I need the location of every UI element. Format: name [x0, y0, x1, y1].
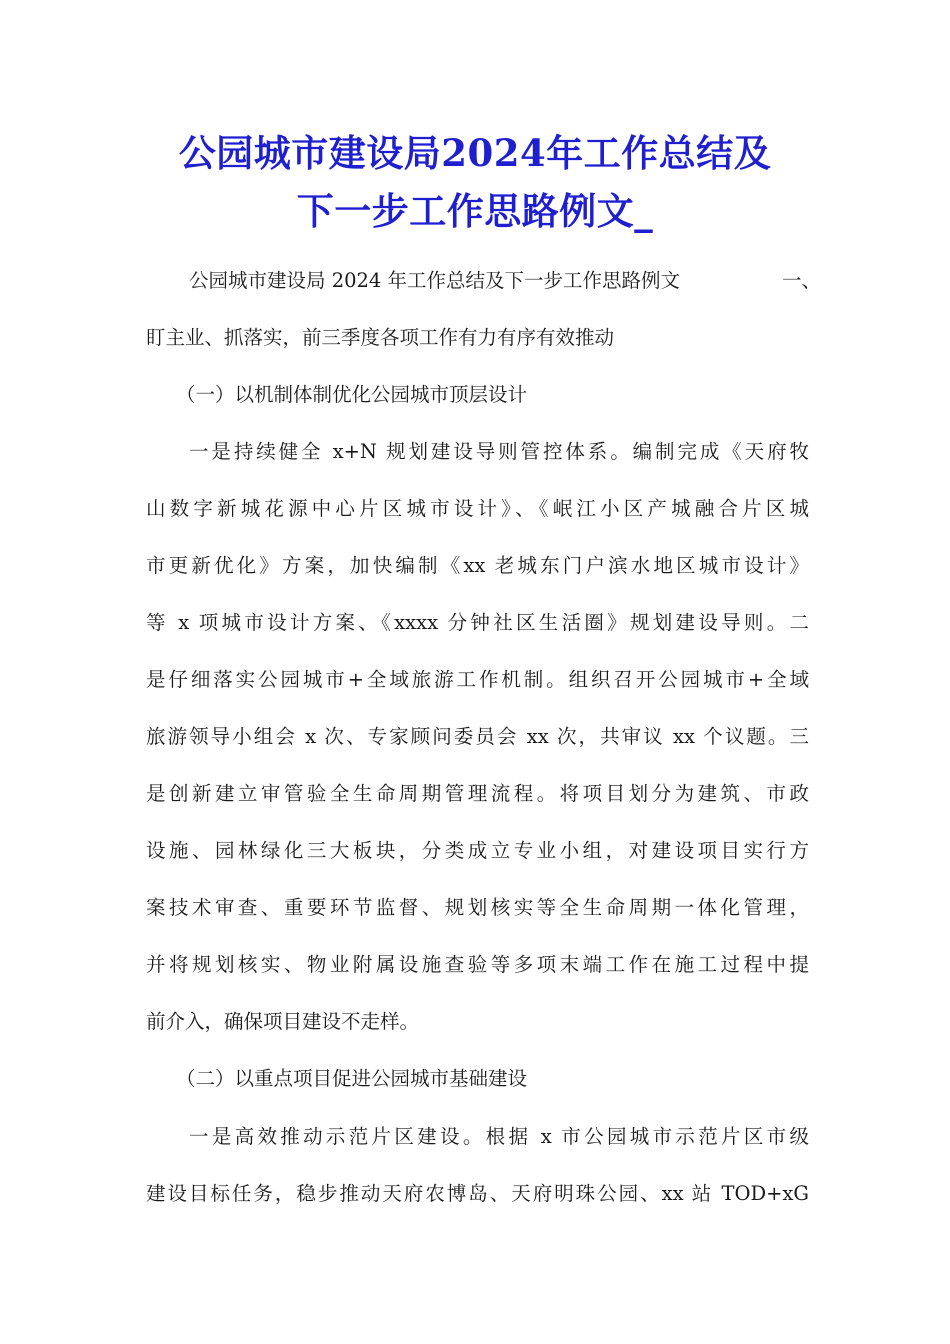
paragraph-line: 市更新优化》方案，加快编制《xx 老城东门户滨水地区城市设计》 — [146, 554, 809, 577]
paragraph-line: 是创新建立审管验全生命周期管理流程。将项目划分为建筑、市政 — [146, 782, 809, 805]
section-heading-1: （一）以机制体制优化公园城市顶层设计 — [176, 383, 528, 406]
paragraph-line: 前介入，确保项目建设不走样。 — [146, 1010, 420, 1033]
intro-line — [189, 266, 821, 296]
document-title-line-2: 下一步工作思路例文_ — [296, 189, 654, 233]
paragraph-line: 一是高效推动示范片区建设。根据 x 市公园城市示范片区市级 — [189, 1125, 809, 1148]
section-heading-2: （二）以重点项目促进公园城市基础建设 — [176, 1067, 528, 1090]
document-title-line-1: 公园城市建设局2024年工作总结及 — [178, 131, 772, 175]
paragraph-line: 盯主业、抓落实，前三季度各项工作有力有序有效推动 — [146, 326, 615, 349]
paragraph-line: 等 x 项城市设计方案、《xxxx 分钟社区生活圈》规划建设导则。二 — [146, 611, 809, 634]
intro-text: 公园城市建设局 2024 年工作总结及下一步工作思路例文 — [189, 269, 681, 292]
paragraph-line: 一是持续健全 x+N 规划建设导则管控体系。编制完成《天府牧 — [189, 440, 809, 463]
paragraph-line: 是仔细落实公园城市+全域旅游工作机制。组织召开公园城市+全域 — [146, 668, 809, 691]
paragraph-line: 设施、园林绿化三大板块，分类成立专业小组，对建设项目实行方 — [146, 839, 809, 862]
paragraph-line: 旅游领导小组会 x 次、专家顾问委员会 xx 次，共审议 xx 个议题。三 — [146, 725, 809, 748]
paragraph-line: 建设目标任务，稳步推动天府农博岛、天府明珠公园、xx 站 TOD+xG — [146, 1182, 809, 1205]
paragraph-line: 案技术审查、重要环节监督、规划核实等全生命周期一体化管理， — [146, 896, 809, 919]
intro-section-number: 一、 — [781, 269, 821, 292]
paragraph-line: 山数字新城花源中心片区城市设计》、《岷江小区产城融合片区城 — [146, 497, 809, 520]
paragraph-line: 并将规划核实、物业附属设施查验等多项末端工作在施工过程中提 — [146, 953, 809, 976]
